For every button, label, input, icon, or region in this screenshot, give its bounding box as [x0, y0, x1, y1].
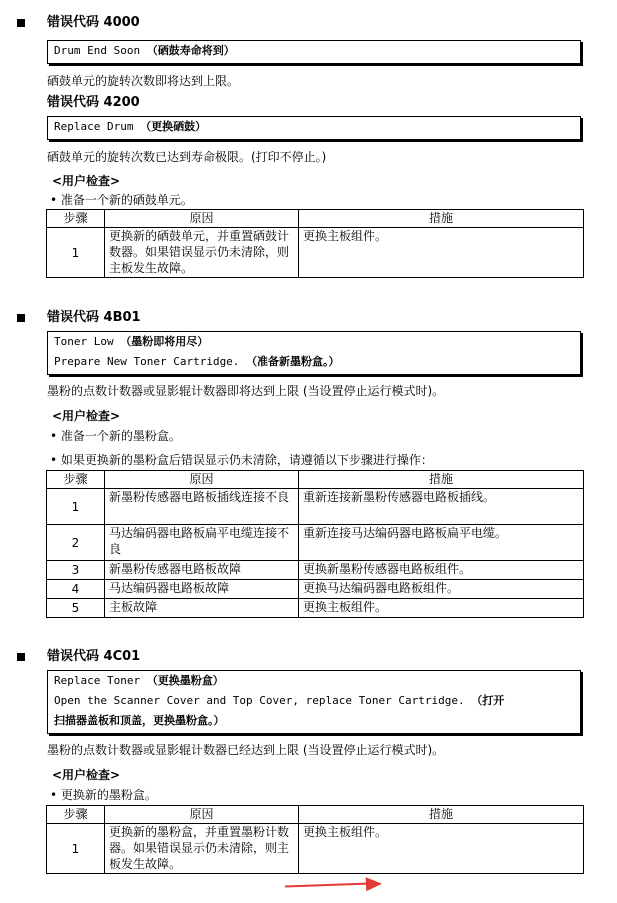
- action-cell: 重新连接新墨粉传感器电路板插线。: [299, 489, 584, 525]
- table-row: [47, 599, 584, 618]
- table-header-row: [47, 471, 584, 489]
- table-row: [47, 824, 584, 874]
- red-arrow-shaft: [285, 883, 370, 888]
- steps-table-4c01: [46, 805, 584, 874]
- steps-table-4b01: [46, 470, 584, 618]
- steps-table-4200: [46, 209, 584, 278]
- header-cause: 原因: [105, 806, 299, 824]
- action-cell: 更换主板组件。: [299, 599, 584, 618]
- table-row: [47, 580, 584, 599]
- step-cell: 4: [47, 580, 105, 599]
- message-en: Open the Scanner Cover and Top Cover, replace Toner Cartridge.: [54, 694, 472, 707]
- heading-4b01: 错误代码 4B01: [47, 310, 141, 325]
- message-cn: （更换墨粉盒）: [146, 674, 224, 687]
- message-line: [48, 711, 580, 731]
- message-en: Drum End Soon: [54, 44, 147, 57]
- message-en: Replace Drum: [54, 120, 141, 133]
- message-en: Replace Toner: [54, 674, 147, 687]
- step-cell: 1: [47, 228, 105, 278]
- action-cell: 更换主板组件。: [299, 824, 584, 874]
- message-box-4b01: [47, 331, 581, 375]
- section-bullet-4c01: [17, 653, 25, 661]
- description-4000: 硒鼓单元的旋转次数即将达到上限。: [47, 74, 240, 88]
- cause-cell: 新墨粉传感器电路板故障: [105, 561, 299, 580]
- table-row: [47, 525, 584, 561]
- message-cn: （打开: [471, 694, 505, 707]
- cause-cell: 新墨粉传感器电路板插线连接不良: [105, 489, 299, 525]
- step-cell: 1: [47, 824, 105, 874]
- header-cause: 原因: [105, 471, 299, 489]
- cause-cell: 更换新的墨粉盒，并重置墨粉计数器。如果错误显示仍未清除，则主板发生故障。: [105, 824, 299, 874]
- message-line: [48, 41, 580, 61]
- action-cell: 更换主板组件。: [299, 228, 584, 278]
- bullet-item: • 更换新的墨粉盒。: [50, 788, 157, 802]
- message-cn: （准备新墨粉盒。）: [246, 355, 340, 368]
- user-check-title-4b01: <用户检查>: [52, 409, 121, 423]
- action-cell: 更换新墨粉传感器电路板组件。: [299, 561, 584, 580]
- table-header-row: [47, 210, 584, 228]
- header-step: 步骤: [47, 806, 105, 824]
- message-cn: （更换硒鼓）: [140, 120, 207, 133]
- message-box-4c01: [47, 670, 581, 734]
- header-step: 步骤: [47, 471, 105, 489]
- message-line: [48, 671, 580, 691]
- action-cell: 重新连接马达编码器电路板扁平电缆。: [299, 525, 584, 561]
- user-check-title-4200: <用户检查>: [52, 174, 121, 188]
- table-row: [47, 489, 584, 525]
- step-cell: 3: [47, 561, 105, 580]
- bullet-item: • 准备一个新的硒鼓单元。: [50, 193, 193, 207]
- red-arrow-head: [366, 877, 382, 892]
- description-4200: 硒鼓单元的旋转次数已达到寿命极限。(打印不停止。): [47, 150, 327, 164]
- header-action: 措施: [299, 210, 584, 228]
- section-bullet-4b01: [17, 314, 25, 322]
- step-cell: 2: [47, 525, 105, 561]
- cause-cell: 马达编码器电路板扁平电缆连接不良: [105, 525, 299, 561]
- message-en: Toner Low: [54, 335, 121, 348]
- header-cause: 原因: [105, 210, 299, 228]
- message-box-4000: [47, 40, 581, 64]
- message-cn: （硒鼓寿命将到）: [146, 44, 235, 57]
- message-line: [48, 691, 580, 711]
- description-4c01: 墨粉的点数计数器或显影辊计数器已经达到上限 (当设置停止运行模式时)。: [47, 743, 445, 757]
- message-cn: 扫描器盖板和顶盖，更换墨粉盒。）: [54, 714, 225, 727]
- cause-cell: 主板故障: [105, 599, 299, 618]
- header-action: 措施: [299, 471, 584, 489]
- bullet-item: • 如果更换新的墨粉盒后错误显示仍未清除，请遵循以下步骤进行操作：: [50, 453, 433, 467]
- step-cell: 5: [47, 599, 105, 618]
- message-box-4200: [47, 116, 581, 140]
- heading-4200: 错误代码 4200: [47, 95, 140, 110]
- bullet-item: • 准备一个新的墨粉盒。: [50, 429, 181, 443]
- header-action: 措施: [299, 806, 584, 824]
- user-check-title-4c01: <用户检查>: [52, 768, 121, 782]
- heading-4c01: 错误代码 4C01: [47, 649, 141, 664]
- message-line: [48, 117, 580, 137]
- message-cn: （墨粉即将用尽）: [120, 335, 209, 348]
- table-row: [47, 561, 584, 580]
- section-bullet-4000: [17, 19, 25, 27]
- cause-cell: 马达编码器电路板故障: [105, 580, 299, 599]
- header-step: 步骤: [47, 210, 105, 228]
- table-row: [47, 228, 584, 278]
- message-line: [48, 332, 580, 352]
- message-line: [48, 352, 580, 372]
- step-cell: 1: [47, 489, 105, 525]
- table-header-row: [47, 806, 584, 824]
- heading-4000: 错误代码 4000: [47, 15, 140, 30]
- description-4b01: 墨粉的点数计数器或显影辊计数器即将达到上限 (当设置停止运行模式时)。: [47, 384, 445, 398]
- cause-cell: 更换新的硒鼓单元，并重置硒鼓计数器。如果错误显示仍未清除，则主板发生故障。: [105, 228, 299, 278]
- message-en: Prepare New Toner Cartridge.: [54, 355, 247, 368]
- action-cell: 更换马达编码器电路板组件。: [299, 580, 584, 599]
